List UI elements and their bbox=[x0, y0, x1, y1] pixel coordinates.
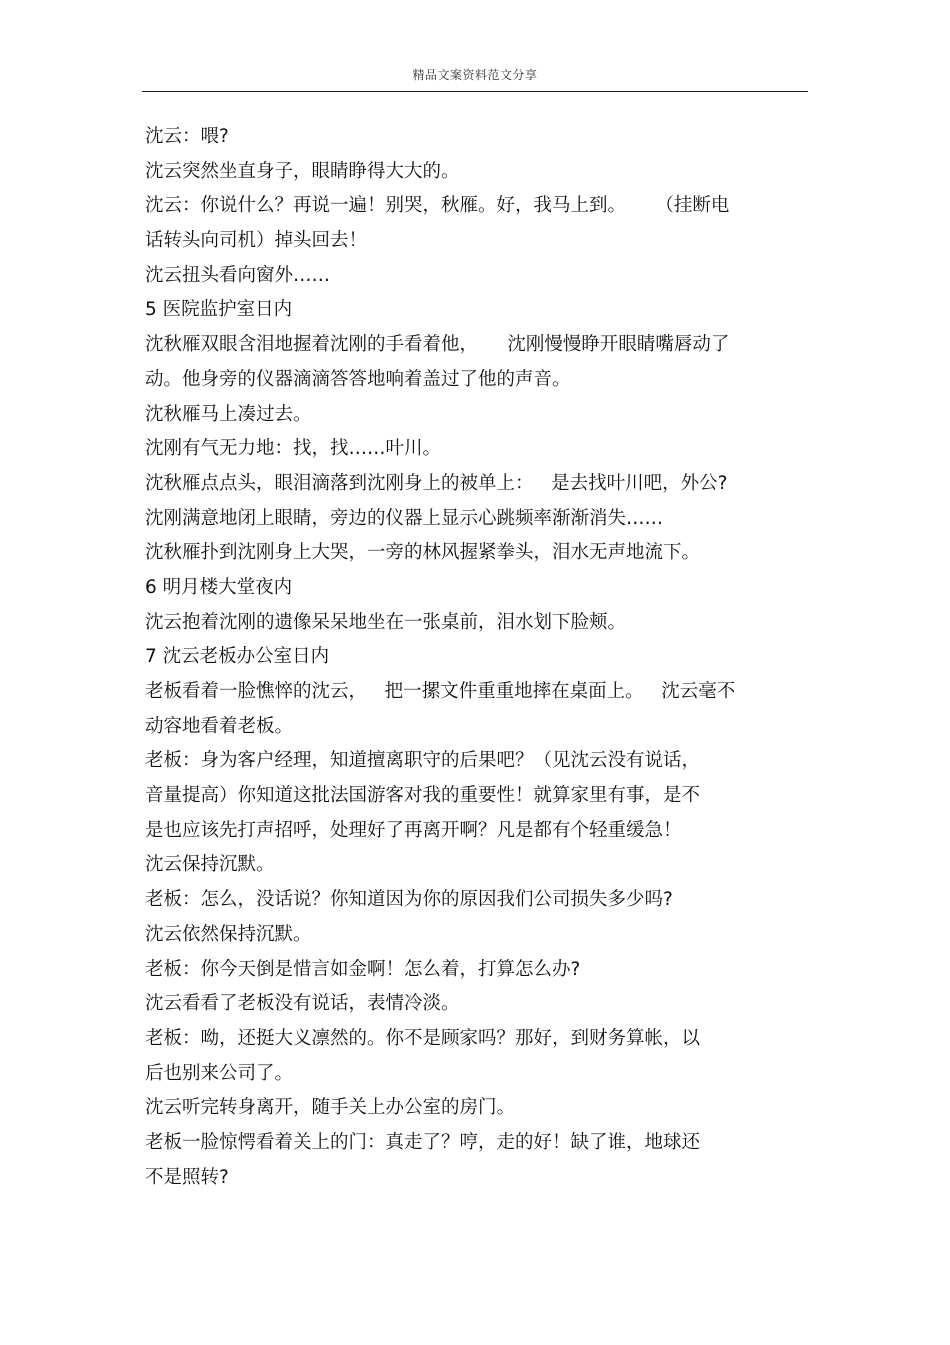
text-line: 沈云保持沉默。 bbox=[145, 854, 275, 876]
text-line: 动。他身旁的仪器滴滴答答地响着盖过了他的声音。 bbox=[145, 368, 571, 390]
scene-heading: 7 沈云老板办公室日内 bbox=[145, 646, 330, 668]
text-line: 沈云依然保持沉默。 bbox=[145, 923, 312, 945]
text-line: 沈云抱着沈刚的遗像呆呆地坐在一张桌前，泪水划下脸颊。 bbox=[145, 611, 627, 633]
text-line: 老板：身为客户经理，知道擅离职守的后果吧？（见沈云没有说话， bbox=[145, 750, 701, 772]
text-line: 沈云扭头看向窗外…… bbox=[145, 264, 331, 286]
text-line: 沈云：你说什么？再说一遍！别哭，秋雁。好，我马上到。 （挂断电 bbox=[145, 195, 730, 217]
header-divider bbox=[142, 91, 808, 92]
text-line: 沈秋雁双眼含泪地握着沈刚的手看着他， 沈刚慢慢睁开眼睛嘴唇动了 bbox=[145, 334, 730, 356]
text-line: 话转头向司机）掉头回去！ bbox=[145, 230, 368, 252]
text-line: 音量提高）你知道这批法国游客对我的重要性！就算家里有事，是不 bbox=[145, 785, 701, 807]
text-line: 沈秋雁点点头，眼泪滴落到沈刚身上的被单上： 是去找叶川吧，外公? bbox=[145, 472, 728, 494]
text-line: 老板：呦，还挺大义凛然的。你不是顾家吗？那好，到财务算帐，以 bbox=[145, 1027, 701, 1049]
text-line: 老板看着一脸憔悴的沈云， 把一摞文件重重地摔在桌面上。 沈云毫不 bbox=[145, 681, 736, 702]
scene-heading: 5 医院监护室日内 bbox=[145, 299, 293, 321]
text-line: 沈云突然坐直身子，眼睛睁得大大的。 bbox=[145, 160, 460, 182]
text-line: 老板一脸惊愕看着关上的门：真走了？哼，走的好！缺了谁，地球还 bbox=[145, 1131, 701, 1153]
text-line: 是也应该先打声招呼，处理好了再离开啊？凡是都有个轻重缓急！ bbox=[145, 819, 682, 841]
text-line: 沈刚有气无力地：找，找……叶川。 bbox=[145, 438, 442, 460]
script-body bbox=[145, 120, 810, 1195]
scene-heading: 6 明月楼大堂夜内 bbox=[145, 576, 293, 598]
text-line: 沈秋雁马上凑过去。 bbox=[145, 403, 312, 425]
text-line: 沈云听完转身离开，随手关上办公室的房门。 bbox=[145, 1097, 516, 1119]
text-line: 后也别来公司了。 bbox=[145, 1062, 294, 1084]
text-line: 沈云：喂? bbox=[145, 126, 229, 147]
text-line: 沈秋雁扑到沈刚身上大哭，一旁的林风握紧拳头，泪水无声地流下。 bbox=[145, 542, 701, 564]
page-header: 精品文案资料范文分享 bbox=[412, 68, 538, 82]
text-line: 动容地看着老板。 bbox=[145, 715, 294, 737]
text-line: 不是照转? bbox=[145, 1166, 229, 1188]
text-line: 沈云看看了老板没有说话，表情冷淡。 bbox=[145, 993, 460, 1015]
text-line: 老板：怎么，没话说？你知道因为你的原因我们公司损失多少吗? bbox=[145, 889, 673, 911]
text-line: 沈刚满意地闭上眼睛，旁边的仪器上显示心跳频率渐渐消失…… bbox=[145, 507, 664, 529]
text-line: 老板：你今天倒是惜言如金啊！怎么着，打算怎么办? bbox=[145, 958, 581, 980]
